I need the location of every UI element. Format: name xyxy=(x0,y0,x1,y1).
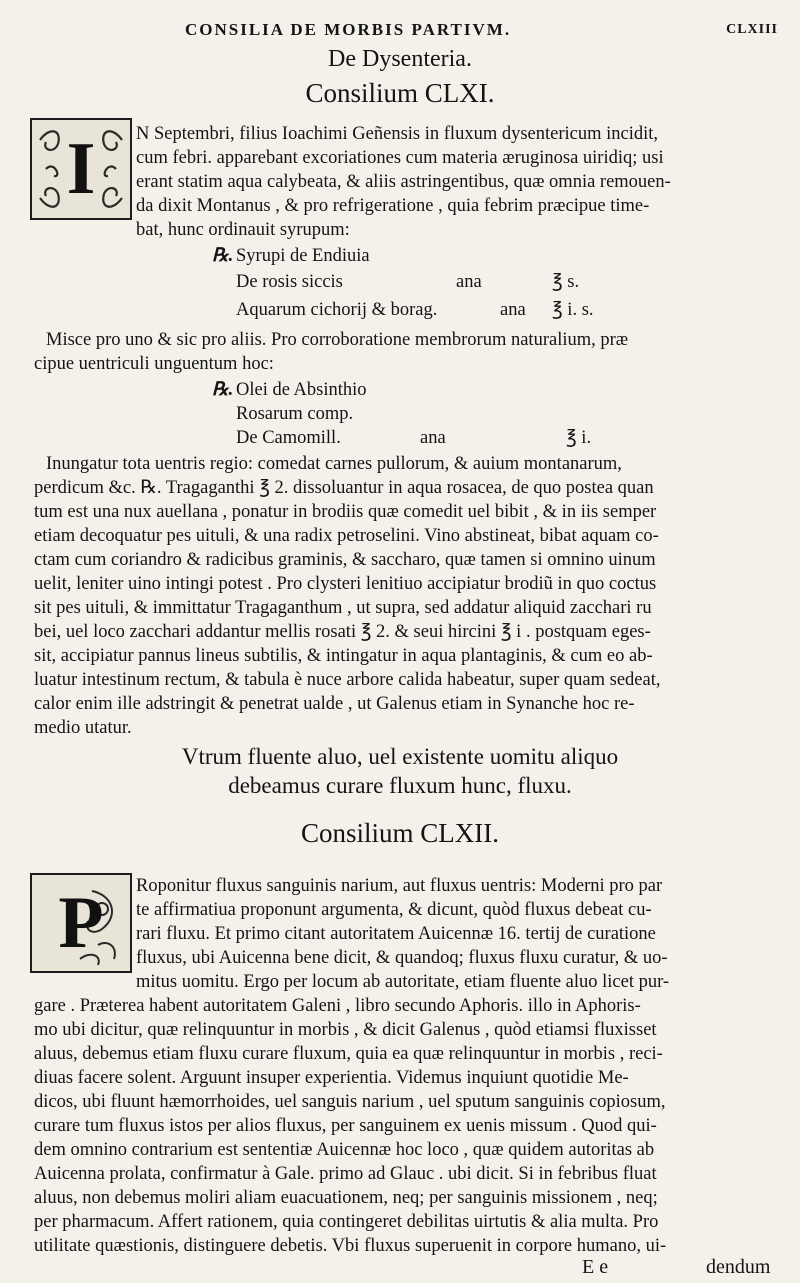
text-line: dicos, ubi fluunt hæmorrhoides, uel sanguis narium , uel sputum sanguinis copiosum, xyxy=(34,1092,666,1112)
text-line: rari fluxu. Et primo citant autoritatem Auicennæ 16. tertij de curatione xyxy=(136,924,656,944)
initial-letter: I xyxy=(66,128,96,210)
text-line: etiam decoquatur pes uituli, & una radix petroselini. Vino abstineat, bibat aquam co- xyxy=(34,526,659,546)
decorated-initial-i xyxy=(30,118,132,220)
text-line: luatur intestinum rectum, & tabula è nuce arbore calida habeatur, super quam sedeat, xyxy=(34,670,661,690)
question-heading xyxy=(0,742,800,800)
recipe-ingredient: Olei de Absinthio xyxy=(236,380,367,400)
question-line: debeamus curare fluxum hunc, fluxu. xyxy=(228,773,572,798)
recipe-symbol: ℞. xyxy=(212,380,234,400)
text-line: N Septembri, filius Ioachimi Geñensis in fluxum dysentericum incidit, xyxy=(136,124,659,144)
text-line: mo ubi dicitur, quæ relinquuntur in morbis , & dicit Galenus , quòd etiamsi fluxisset xyxy=(34,1020,657,1040)
text-line: mitus uomitu. Ergo per locum ab autoritate, etiam fluente aluo licet pur- xyxy=(136,972,670,992)
text-line: aluus, debemus etiam fluxu curare fluxum, quia ea quæ relinquuntur in morbis , reci- xyxy=(34,1044,663,1064)
text-line: tum est una nux auellana , ponatur in brodiis quæ comedit uel bibit , & in iis semper xyxy=(34,502,657,522)
question-line: Vtrum fluente aluo, uel existente uomitu aliquo xyxy=(181,744,619,769)
section-heading: De Dysenteria. xyxy=(328,46,472,72)
recipe-ana: ana xyxy=(420,428,446,448)
text-line: erant statim aqua calybeata, & aliis astringentibus, quæ omnia remouen- xyxy=(136,172,671,192)
recipe-ingredient: De Camomill. xyxy=(236,428,341,448)
text-line: diuas facere solent. Arguunt insuper experientia. Videmus inquiunt quotidie Me- xyxy=(34,1068,629,1088)
text-line: bei, uel loco zacchari addantur mellis rosati ℥ 2. & seui hircini ℥ i . postquam eges- xyxy=(34,622,651,642)
running-head-title: CONSILIA DE MORBIS PARTIVM. xyxy=(185,20,512,39)
text-line: fluxus, ubi Auicenna bene dicit, & quandoq; fluxus fluxu curatur, & uo- xyxy=(136,948,668,968)
recipe-ingredient: Syrupi de Endiuia xyxy=(236,246,370,266)
text-line: Roponitur fluxus sanguinis narium, aut fluxus uentris: Moderni pro par xyxy=(136,876,663,896)
running-head xyxy=(0,20,800,46)
text-line: bat, hunc ordinauit syrupum: xyxy=(136,220,350,240)
text-line: cum febri. apparebant excoriationes cum materia æruginosa uiridiq; usi xyxy=(136,148,664,168)
text-line: utilitate quæstionis, distinguere debetis. Vbi fluxus superuenit in corpore humano, ui- xyxy=(34,1236,667,1256)
text-line: gare . Præterea habent autoritatem Galeni , libro secundo Aphoris. illo in Aphoris- xyxy=(34,996,641,1016)
recipe-dose: ℥ s. xyxy=(552,272,580,292)
text-line: perdicum &c. ℞. Tragaganthi ℥ 2. dissoluantur in aqua rosacea, de quo postea quan xyxy=(34,478,654,498)
text-line: uelit, leniter uino intingi potest . Pro clysteri lenitiuo accipiatur brodiũ in quo coctus xyxy=(34,574,657,594)
text-line: ctam cum coriandro & radicibus graminis, & saccharo, quæ tamen si omnino uinum xyxy=(34,550,656,570)
text-line: curare tum fluxus istos per alios fluxus, per sanguinem ex uenis missum . Quod qui- xyxy=(34,1116,657,1136)
recipe-ingredient: Aquarum cichorij & borag. xyxy=(236,300,438,320)
text-line: dem omnino contrarium est sententiæ Auicennæ hoc loco , quæ quidem autoritas ab xyxy=(34,1140,655,1160)
text-line: Misce pro uno & sic pro aliis. Pro corroboratione membrorum naturalium, præ xyxy=(46,330,629,350)
text-line: Auicenna prolata, confirmatur à Gale. primo ad Glauc . ubi dicit. Si in febribus fluat xyxy=(34,1164,657,1184)
consilium-161-heading: Consilium CLXI. xyxy=(305,78,495,108)
catchword: dendum xyxy=(706,1256,771,1278)
recipe-ingredient: Rosarum comp. xyxy=(236,404,354,424)
text-line: sit pes uituli, & immittatur Tragaganthum , ut supra, sed addatur aliquid zacchari ru xyxy=(34,598,652,618)
text-line: te affirmatiua proponunt argumenta, & dicunt, quòd fluxus debeat cu- xyxy=(136,900,652,920)
recipe-symbol: ℞. xyxy=(212,246,234,266)
folio-number: CLXIII xyxy=(726,22,778,37)
text-line: da dixit Montanus , & pro refrigeratione , quia febrim præcipue time- xyxy=(136,196,650,216)
recipe-dose: ℥ i. xyxy=(566,428,592,448)
signature-mark: E e xyxy=(582,1256,609,1278)
consilium-162-heading: Consilium CLXII. xyxy=(300,818,499,848)
recipe-dose: ℥ i. s. xyxy=(552,300,594,320)
recipe-ana: ana xyxy=(456,272,482,292)
text-line: sit, accipiatur pannus lineus subtilis, & intingatur in aqua plantaginis, & cum eo ab- xyxy=(34,646,653,666)
decorated-initial-p xyxy=(30,873,132,973)
initial-letter: P xyxy=(58,882,104,964)
recipe-ana: ana xyxy=(500,300,526,320)
text-line: Inungatur tota uentris regio: comedat carnes pullorum, & auium montanarum, xyxy=(46,454,622,474)
text-line: calor enim ille adstringit & penetrat ualde , ut Galenus etiam in Synanche hoc re- xyxy=(34,694,635,714)
recipe-ingredient: De rosis siccis xyxy=(236,272,343,292)
text-line: aluus, non debemus moliri aliam euacuationem, neq; per sanguinis missionem , neq; xyxy=(34,1188,658,1208)
text-line: medio utatur. xyxy=(34,718,132,738)
text-line: cipue uentriculi unguentum hoc: xyxy=(34,354,274,374)
text-line: per pharmacum. Affert rationem, quia contingeret debilitas uirtutis & alia multa. Pro xyxy=(34,1212,659,1232)
